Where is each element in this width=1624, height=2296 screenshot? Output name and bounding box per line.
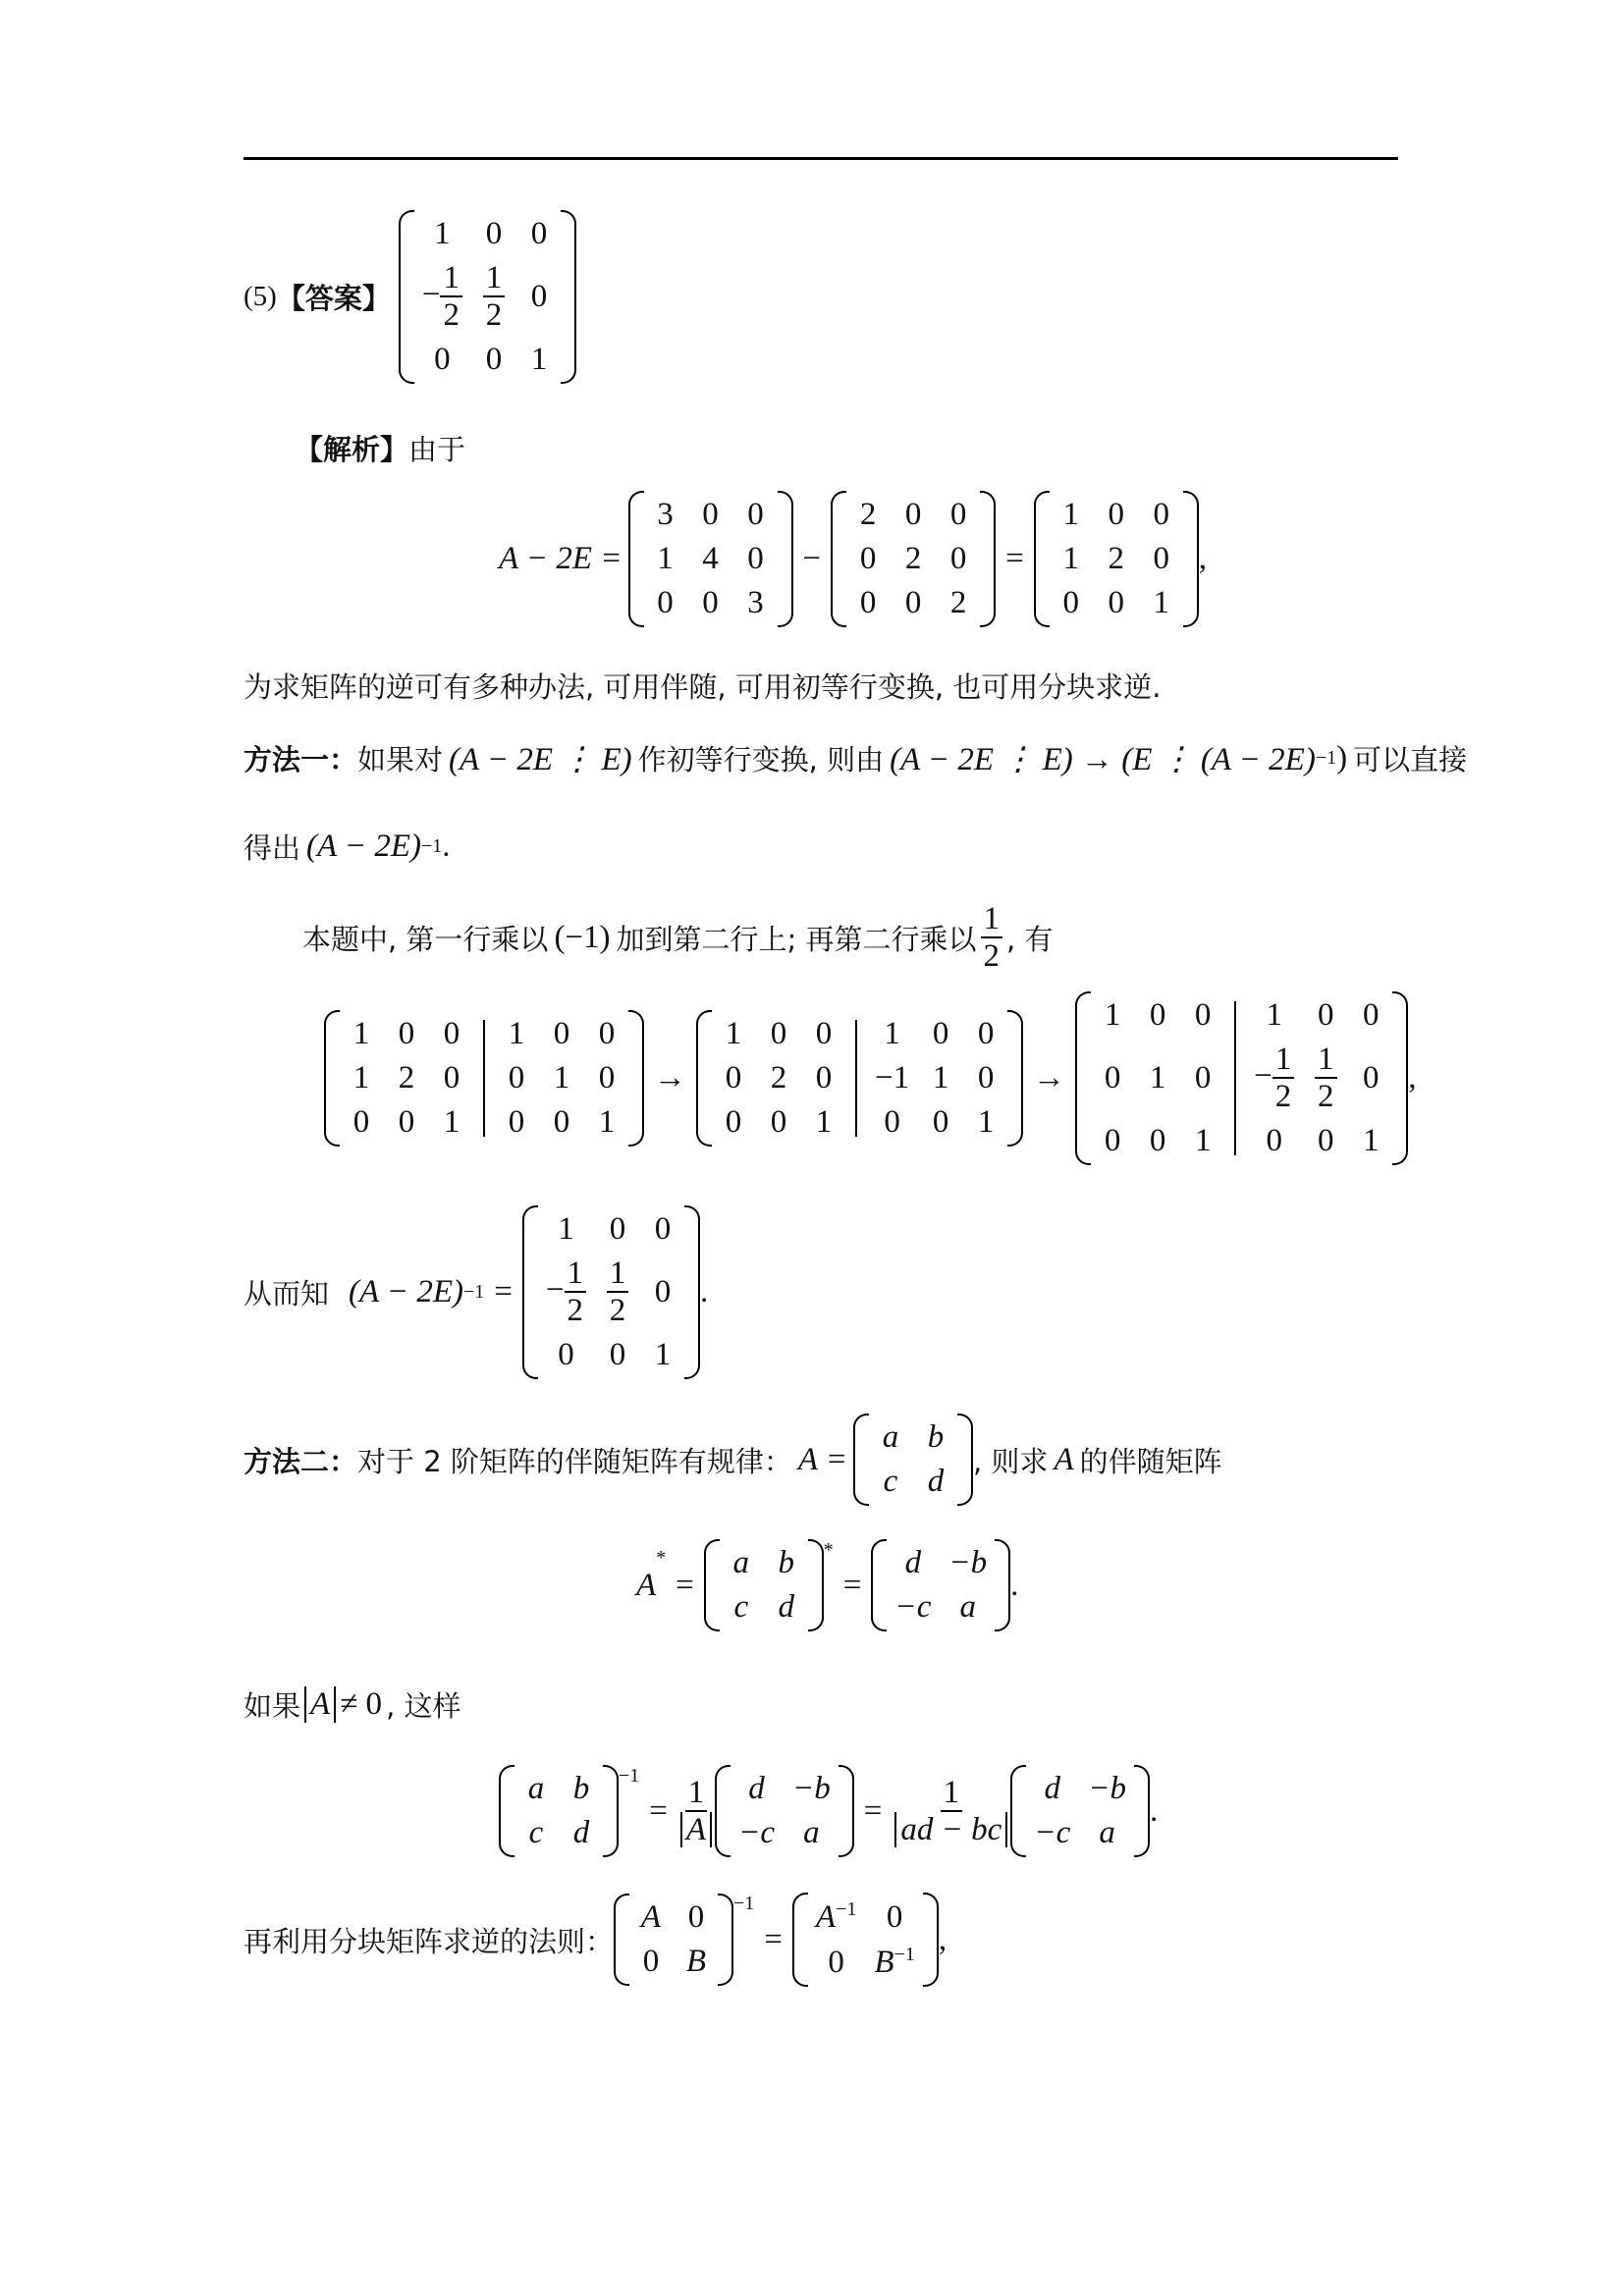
method1-line2-end: . [442, 828, 451, 864]
method1-expr-b-sup: −1 [1315, 747, 1337, 769]
frac-den-2: ad − bc [894, 1812, 1007, 1847]
method1-step-neg: (−1) [554, 919, 611, 955]
method2-line1 [244, 1414, 1222, 1506]
method1-step-b: 加到第二行上; 再第二行乘以 [616, 922, 977, 956]
block-matrix-1: A 0 0 B [614, 1894, 733, 1986]
eq1-lhs: A − 2E = [499, 541, 623, 576]
method1-step-c: , 有 [1006, 922, 1054, 956]
augmented-matrix-1: 1 0 0 1 0 0 1 2 0 0 1 0 0 0 1 0 0 1 [324, 1010, 644, 1147]
if-cond: ≠ 0 [340, 1686, 383, 1722]
analysis-line [295, 428, 465, 468]
answer-matrix: 1 0 0 − $\frac{1}{2}$ $\frac{1}{2}$ 0 0 0 1 [399, 210, 576, 384]
inverse-formula: a b c d $^{-1}$ = $\frac{1}{A}$ d −b −c a = $\frac{1}{ad - bc}$ d −b −c a . [499, 1765, 1158, 1857]
method1-step [302, 901, 1053, 975]
matrix-2e: 2 0 0 0 2 0 0 0 2 [831, 491, 996, 627]
matrix-a: 3 0 0 1 4 0 0 0 3 [628, 491, 793, 627]
method1-line2-expr: (A − 2E) [306, 828, 421, 864]
block-matrix-2: $A^{-1}$ 0 0 $B^{-1}$ [792, 1893, 939, 1987]
frac-num: 1 [685, 1775, 708, 1812]
block-sup: −1 [733, 1893, 755, 1914]
conclude-sup: −1 [462, 1280, 485, 1303]
method1-line1 [244, 738, 1467, 778]
if-after: , 这样 [386, 1689, 461, 1723]
method1-line2-sup: −1 [420, 835, 443, 857]
block-line: 再利用分块矩阵求逆的法则： A 0 0 B $^{-1}$ = $A^{-1}$ 0 0 $B^{-1}$ , [244, 1893, 947, 1987]
para-methods: 为求矩阵的逆可有多种办法, 可用伴随, 可用初等行变换, 也可用分块求逆. [244, 670, 1162, 704]
eq1-tail: , [1198, 541, 1208, 576]
method1-line2 [244, 827, 451, 867]
adj-sup: * [656, 1547, 667, 1569]
frac-num-2: 1 [941, 1775, 963, 1812]
adj-end: . [1010, 1567, 1019, 1603]
method2-label: 方法二： [244, 1444, 358, 1478]
method2-text-b: , 则求 [973, 1444, 1049, 1478]
conclude-text: 从而知 [244, 1276, 330, 1310]
arrow-1: → [654, 1059, 686, 1095]
method1-expr-b-end: ) [1336, 740, 1348, 775]
augmented-matrix-3: 1 0 0 1 0 0 0 1 0 − $\frac{1}{2}$ $\frac{1}{2}$ 0 0 0 1 0 0 1 [1075, 991, 1408, 1165]
half-fraction: $\frac{1}{2}$ [981, 901, 1003, 975]
row-reduction [324, 991, 1417, 1165]
item-number: (5) [244, 280, 277, 312]
inverse-matrix: 1 0 0 − $\frac{1}{2}$ $\frac{1}{2}$ 0 0 0 1 [522, 1205, 700, 1379]
if-text: 如果 [244, 1689, 301, 1723]
method1-expr-a: (A − 2E ⋮ E) [449, 741, 632, 777]
inv-adj-1: d −b −c a [715, 1765, 854, 1857]
adj-lhs: A [636, 1567, 657, 1603]
method2-text-a: 对于 2 阶矩阵的伴随矩阵有规律： [357, 1444, 792, 1478]
method1-line2-text: 得出 [244, 831, 301, 865]
conclude-expr: (A − 2E) [349, 1273, 463, 1309]
adjugate-equation: A * = a b c d * = d −b −c a . [636, 1539, 1018, 1631]
equation-a-minus-2e: A − 2E = 3 0 0 1 4 0 0 0 3 − 2 0 0 0 2 0 0 0 2 = 1 0 0 1 2 0 0 0 1 , [499, 491, 1207, 627]
abs-a: A [304, 1686, 336, 1723]
matrix-abcd: a b c d [853, 1414, 973, 1506]
method1-expr-b: (A − 2E ⋮ E) → (E ⋮ (A − 2E) [890, 741, 1316, 777]
frac-1-over-abs-a [677, 1775, 715, 1848]
conclude-end: . [700, 1273, 709, 1309]
conclusion-line [244, 1205, 708, 1379]
method1-text-c: 可以直接 [1353, 743, 1468, 776]
inv-adj-2: d −b −c a [1010, 1765, 1150, 1857]
augmented-matrix-2: 1 0 0 1 0 0 0 2 0 −1 1 0 0 0 1 0 0 1 [696, 1010, 1023, 1147]
method1-label: 方法一： [244, 743, 358, 776]
answer-line [244, 210, 576, 384]
block-end: , [938, 1921, 947, 1957]
aug-tail: , [1408, 1059, 1417, 1095]
method1-step-a: 本题中, 第一行乘以 [302, 922, 549, 956]
header-rule [244, 157, 1398, 160]
method1-text-b: 作初等行变换, 则由 [637, 743, 885, 776]
block-text: 再利用分块矩阵求逆的法则： [244, 1924, 615, 1958]
matrix-result: 1 0 0 1 2 0 0 0 1 [1034, 491, 1199, 627]
frac-1-over-det [892, 1775, 1010, 1848]
inv-end: . [1150, 1792, 1159, 1829]
analysis-intro: 由于 [408, 433, 466, 466]
method2-a-eq: A = [797, 1441, 847, 1477]
arrow-2: → [1033, 1059, 1066, 1095]
conclude-eq: = [494, 1273, 513, 1309]
if-line [244, 1684, 461, 1725]
method2-a-var: A [1054, 1441, 1074, 1477]
frac-den: A [680, 1812, 712, 1847]
adj-matrix-1: a b c d [704, 1539, 824, 1631]
inv-sup: −1 [619, 1765, 640, 1787]
method2-text-c: 的伴随矩阵 [1079, 1444, 1222, 1478]
method1-text-a: 如果对 [357, 743, 444, 776]
answer-label: 【答案】 [276, 281, 391, 315]
analysis-label: 【解析】 [295, 433, 409, 466]
inv-matrix-abcd: a b c d [499, 1765, 619, 1857]
adj-matrix-2: d −b −c a [871, 1539, 1010, 1631]
